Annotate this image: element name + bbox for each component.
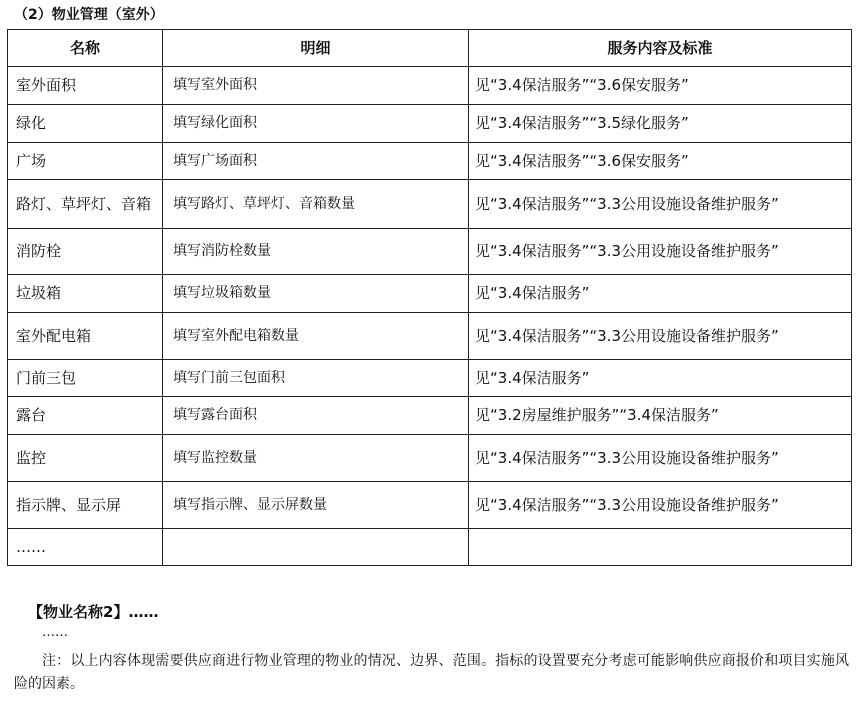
section-title: （2）物业管理（室外） xyxy=(14,7,164,23)
row-service: 见“3.4保洁服务”“3.3公用设施设备维护服务” xyxy=(469,229,852,275)
row-detail: 填写指示牌、显示屏数量 xyxy=(163,482,469,529)
row-detail: 填写监控数量 xyxy=(163,435,469,482)
table-row xyxy=(8,529,852,566)
row-service: 见“3.2房屋维护服务”“3.4保洁服务” xyxy=(469,397,852,435)
row-name: …… xyxy=(8,529,163,566)
header-service: 服务内容及标准 xyxy=(469,30,852,67)
row-name: 路灯、草坪灯、音箱 xyxy=(8,180,163,229)
property-2-heading: 【物业名称2】…… xyxy=(28,603,159,621)
table-header-row xyxy=(8,30,852,67)
row-detail: 填写消防栓数量 xyxy=(163,229,469,275)
header-detail: 明细 xyxy=(163,30,469,67)
table-row xyxy=(8,482,852,529)
row-name: 广场 xyxy=(8,143,163,180)
row-service: 见“3.4保洁服务”“3.3公用设施设备维护服务” xyxy=(469,180,852,229)
row-service: 见“3.4保洁服务” xyxy=(469,360,852,397)
row-service: 见“3.4保洁服务”“3.3公用设施设备维护服务” xyxy=(469,313,852,360)
row-detail: 填写绿化面积 xyxy=(163,105,469,143)
row-detail: 填写露台面积 xyxy=(163,397,469,435)
row-name: 消防栓 xyxy=(8,229,163,275)
row-service: 见“3.4保洁服务”“3.5绿化服务” xyxy=(469,105,852,143)
row-service: 见“3.4保洁服务”“3.3公用设施设备维护服务” xyxy=(469,482,852,529)
table-row xyxy=(8,67,852,105)
row-detail: 填写室外面积 xyxy=(163,67,469,105)
table-row xyxy=(8,435,852,482)
row-name: 室外配电箱 xyxy=(8,313,163,360)
row-detail: 填写路灯、草坪灯、音箱数量 xyxy=(163,180,469,229)
row-service: 见“3.4保洁服务”“3.3公用设施设备维护服务” xyxy=(469,435,852,482)
table-row xyxy=(8,180,852,229)
row-detail xyxy=(163,529,469,566)
row-detail: 填写垃圾箱数量 xyxy=(163,275,469,313)
row-service xyxy=(469,529,852,566)
row-service: 见“3.4保洁服务”“3.6保安服务” xyxy=(469,67,852,105)
row-detail: 填写广场面积 xyxy=(163,143,469,180)
row-name: 露台 xyxy=(8,397,163,435)
table-row xyxy=(8,105,852,143)
note-paragraph: 注：以上内容体现需要供应商进行物业管理的物业的情况、边界、范围。指标的设置要充分考虑可能影响供应商报价和项目实施风险的因素。 xyxy=(14,653,849,692)
row-service: 见“3.4保洁服务”“3.6保安服务” xyxy=(469,143,852,180)
table-row xyxy=(8,229,852,275)
row-name: 监控 xyxy=(8,435,163,482)
row-name: 指示牌、显示屏 xyxy=(8,482,163,529)
row-name: 绿化 xyxy=(8,105,163,143)
row-name: 门前三包 xyxy=(8,360,163,397)
header-name: 名称 xyxy=(8,30,163,67)
property-table xyxy=(7,29,852,566)
property-2-ellipsis: …… xyxy=(42,625,68,640)
table-row xyxy=(8,360,852,397)
row-name: 垃圾箱 xyxy=(8,275,163,313)
table-row xyxy=(8,275,852,313)
table-row xyxy=(8,143,852,180)
table-row xyxy=(8,397,852,435)
row-service: 见“3.4保洁服务” xyxy=(469,275,852,313)
row-name: 室外面积 xyxy=(8,67,163,105)
row-detail: 填写室外配电箱数量 xyxy=(163,313,469,360)
table-row xyxy=(8,313,852,360)
row-detail: 填写门前三包面积 xyxy=(163,360,469,397)
